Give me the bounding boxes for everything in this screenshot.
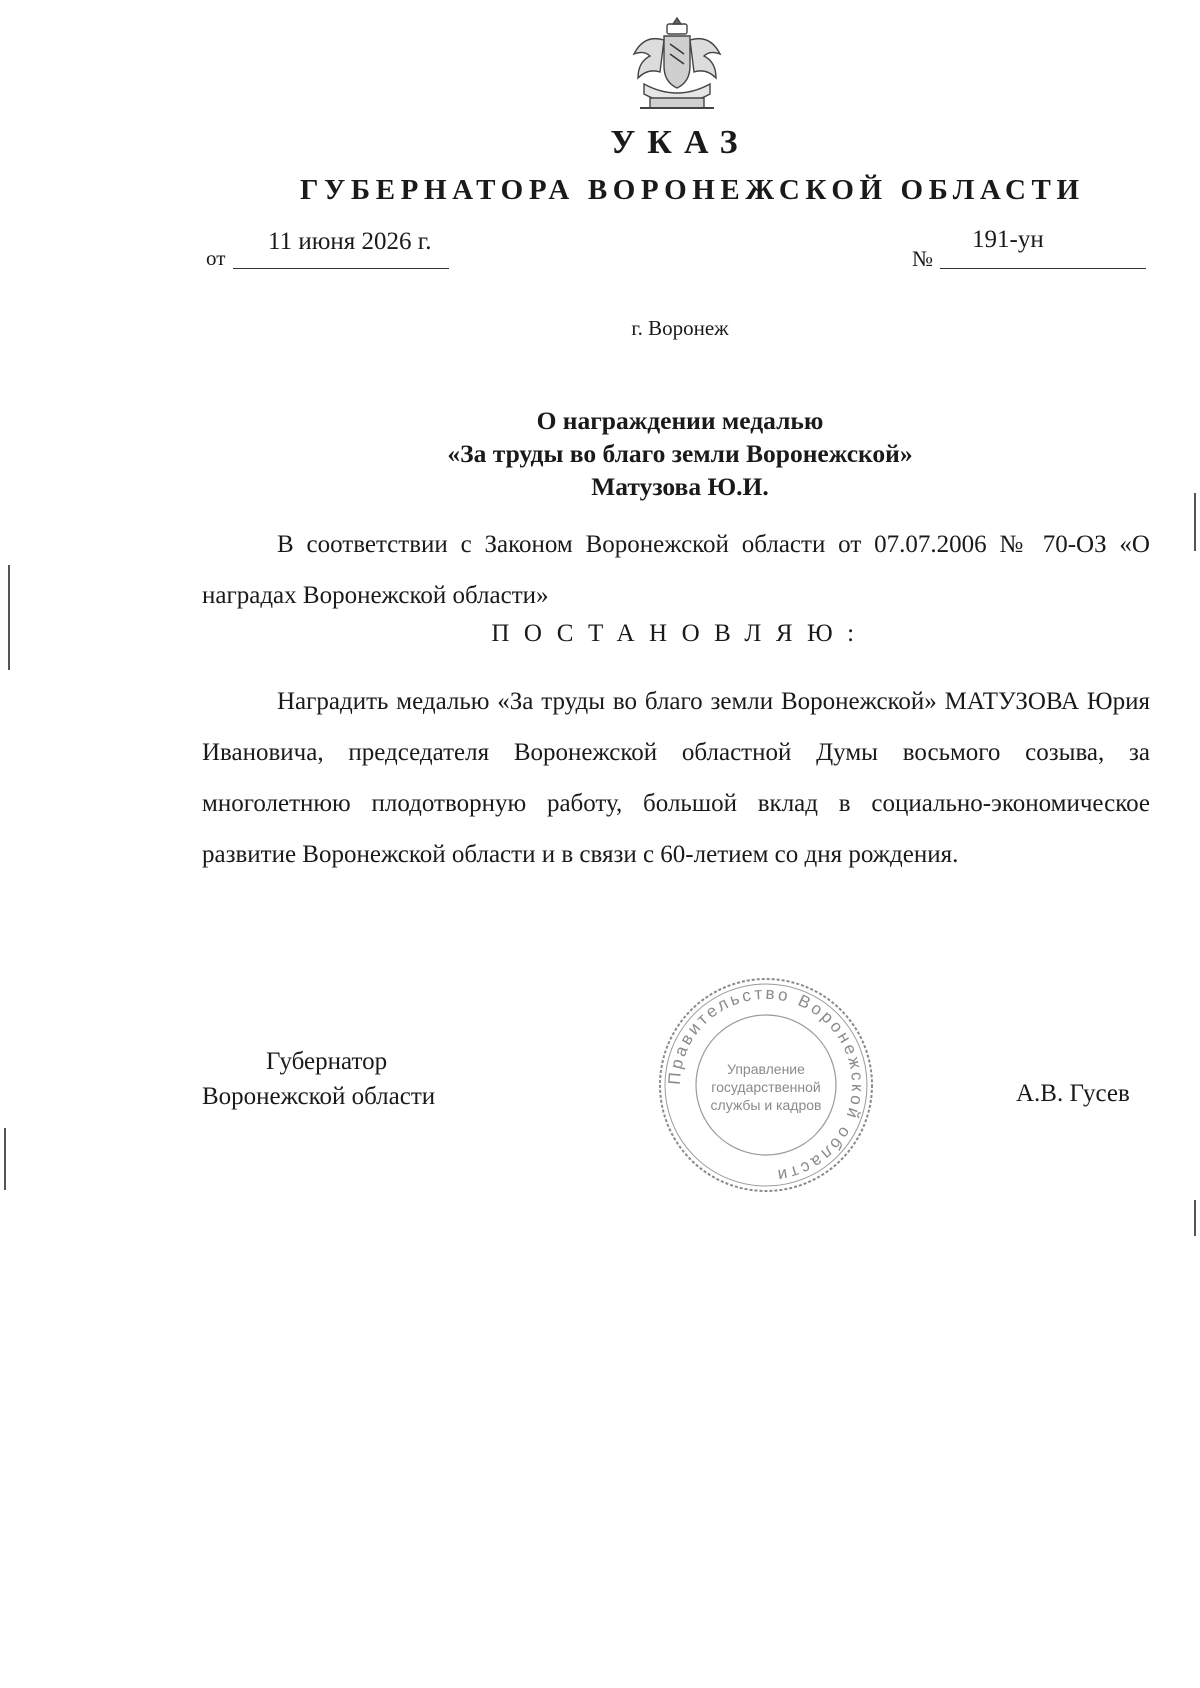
issuer-title: ГУБЕРНАТОРА ВОРОНЕЖСКОЙ ОБЛАСТИ — [300, 174, 1085, 206]
coat-of-arms-icon — [620, 14, 734, 118]
stamp-inner-line-1: Управление — [727, 1061, 805, 1077]
date-underline — [233, 268, 449, 269]
scan-margin-mark — [1194, 1200, 1196, 1236]
number-underline — [940, 268, 1146, 269]
scan-margin-mark — [8, 565, 10, 670]
signatory-position-line-1: Губернатор — [266, 1048, 388, 1075]
document-type-title: УКАЗ — [610, 124, 750, 161]
scan-margin-mark — [4, 1128, 6, 1190]
decree-word: ПОСТАНОВЛЯЮ: — [491, 620, 869, 647]
city: г. Воронеж — [631, 316, 729, 340]
date-label: от — [206, 246, 226, 270]
date-value: 11 июня 2026 г. — [268, 228, 432, 255]
document-heading — [0, 404, 1200, 503]
stamp-inner-line-3: службы и кадров — [710, 1097, 822, 1113]
heading-line-2: «За труды во благо земли Воронежской» — [447, 439, 913, 468]
stamp-outer-text: Правительство Воронежской области — [664, 983, 868, 1186]
signatory-position — [202, 1044, 435, 1114]
signatory-position-line-2: Воронежской области — [202, 1083, 436, 1110]
number-value: 191-ун — [972, 226, 1044, 253]
heading-line-1: О награждении медалью — [536, 406, 824, 435]
operative-paragraph: Наградить медалью «За труды во благо земли Воронежской» МАТУЗОВА Юрия Ивановича, председателя Воронежской областной Думы восьмого созыва, за многолетнюю плодотворную работу, большой вклад в социально-экономическое развитие Воронежской области и в связи с 60-летием со дня рождения. — [202, 688, 1150, 868]
signatory-name: А.В. Гусев — [1016, 1080, 1130, 1107]
stamp-inner-line-2: государственной — [711, 1079, 821, 1095]
scan-margin-mark — [1194, 493, 1196, 551]
official-stamp — [655, 974, 877, 1196]
number-label: № — [912, 246, 933, 271]
preamble-paragraph: В соответствии с Законом Воронежской области от 07.07.2006 № 70-ОЗ «О наградах Воронежской области» — [202, 531, 1150, 609]
heading-line-3: Матузова Ю.И. — [591, 472, 769, 501]
